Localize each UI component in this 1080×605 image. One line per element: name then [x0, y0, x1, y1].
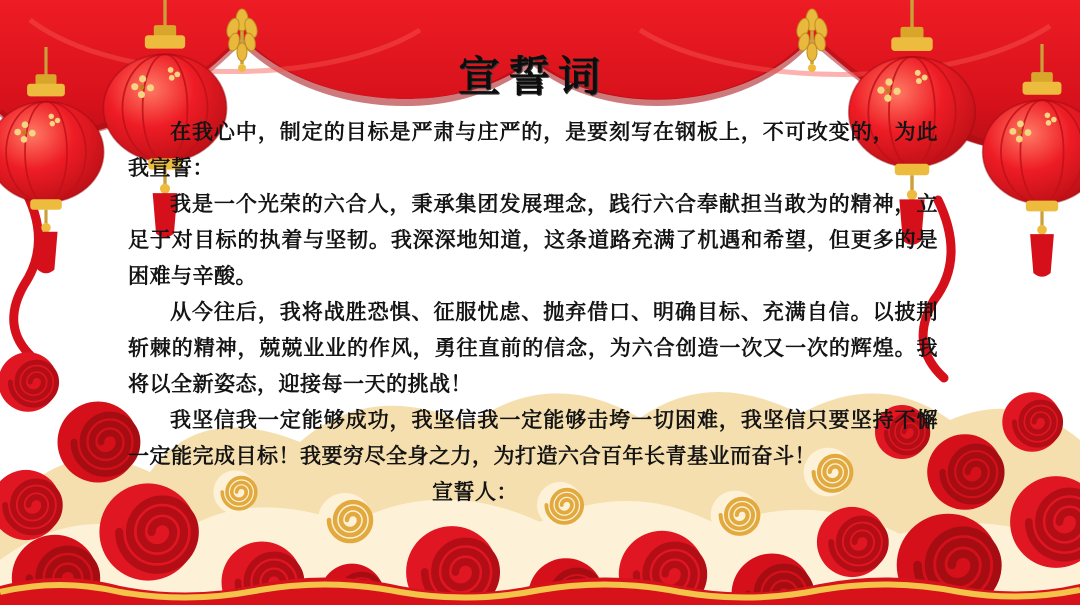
oath-title: 宣誓词 — [457, 52, 608, 101]
red-swirl — [927, 434, 1003, 510]
signature-label: 宣誓人： — [432, 480, 518, 504]
red-swirl — [1002, 392, 1061, 451]
oath-body — [128, 114, 938, 510]
oath-paragraph: 我是一个光荣的六合人，秉承集团发展理念，践行六合奉献担当敢为的精神，立足于对目标的执着与坚韧。我深深地知道，这条道路充满了机遇和希望，但更多的是困难与辛酸。 — [128, 192, 938, 288]
oath-paragraph: 在我心中，制定的目标是严肃与庄严的，是要刻写在钢板上，不可改变的，为此我宣誓： — [128, 120, 938, 180]
red-swirl — [0, 352, 58, 411]
red-swirl — [58, 402, 139, 483]
red-swirl — [817, 507, 887, 577]
oath-paragraph: 从今往后，我将战胜恐惧、征服忧虑、抛弃借口、明确目标、充满自信。以披荆斩棘的精神，兢兢业业的作风，勇往直前的信念，为六合创造一次又一次的辉煌。我将以全新姿态，迎接每一天的挑战！ — [128, 300, 938, 396]
oath-paragraph: 我坚信我一定能够成功，我坚信我一定能够击垮一切困难，我坚信只要坚持不懈一定能完成目标！我要穷尽全身之力，为打造六合百年长青基业而奋斗！ — [128, 408, 938, 468]
oath-document — [128, 44, 938, 510]
